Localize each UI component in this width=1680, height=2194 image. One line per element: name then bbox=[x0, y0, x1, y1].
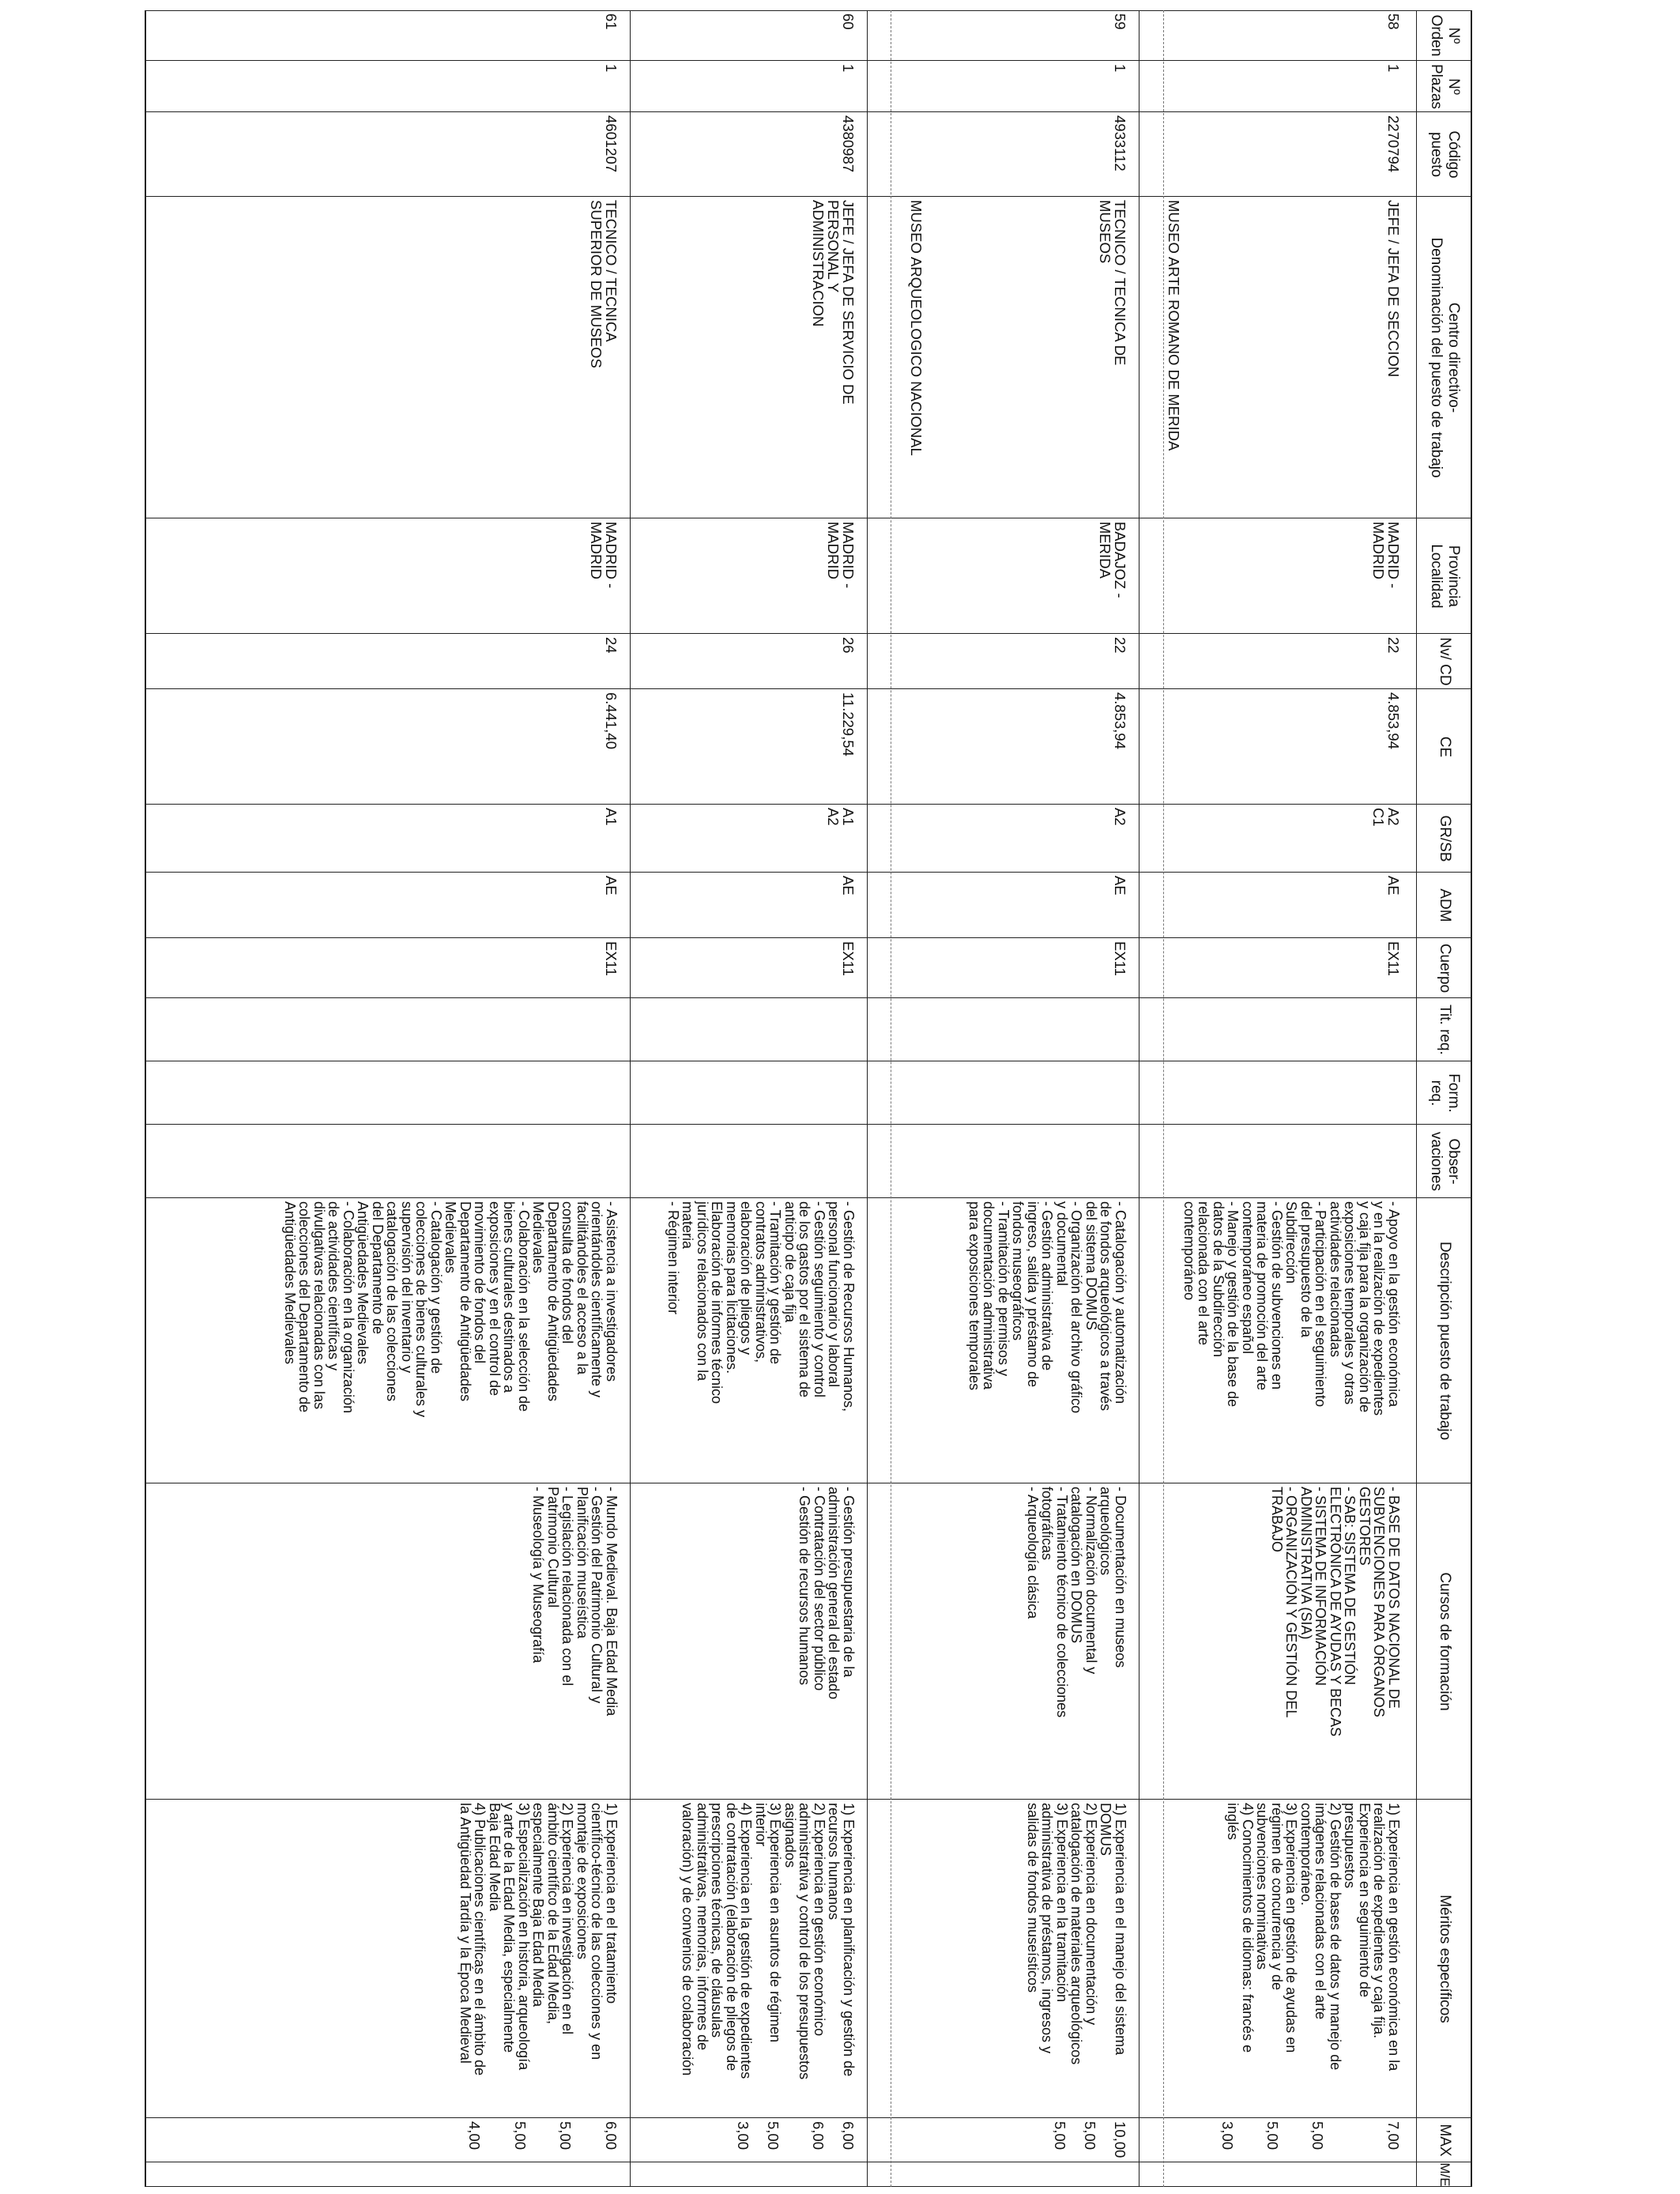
row-provincia: MADRID - MADRID bbox=[825, 522, 857, 589]
row-grupo: A1 bbox=[603, 808, 620, 826]
row-max-4: 4,00 bbox=[466, 2121, 483, 2151]
row-cuerpo: EX11 bbox=[603, 941, 620, 976]
header-orden: Nº Orden bbox=[1428, 14, 1462, 57]
row-codigo: 4933112 bbox=[1112, 115, 1128, 172]
row-cursos: - BASE DE DATOS NACIONAL DE SUBVENCIONES PARA ÓRGANOS GESTORES - SAB: SISTEMA DE GESTIÓN ELECTRÓNICA DE AYUDAS Y BECAS - SISTEMA DE INFORMACIÓN ADMINISTRATIVA (SIA) - ORGANIZACIÓN Y GESTIÓN DEL TRABAJO bbox=[1269, 1487, 1402, 1737]
row-ce: 11.229,54 bbox=[840, 692, 857, 756]
row-max-1: 10,00 bbox=[1112, 2121, 1128, 2158]
header-ce: CE bbox=[1437, 736, 1453, 758]
row-denominacion: JEFE / JEFA DE SERVICIO DE PERSONAL Y ADMINISTRACION bbox=[810, 200, 857, 405]
section-heading: MUSEO ARQUEOLOGICO NACIONAL bbox=[908, 200, 925, 456]
row-provincia: MADRID - MADRID bbox=[1370, 522, 1402, 589]
row-max-1: 6,00 bbox=[603, 2121, 620, 2151]
row-plazas: 1 bbox=[1112, 64, 1128, 73]
row-plazas: 1 bbox=[840, 64, 857, 73]
header-grupo: GR/SB bbox=[1437, 815, 1453, 862]
row-descripcion: - Catalogación y automatización de fondos arqueológicos a través del sistema DOMUS - Organización del archivo gráfico y documental - Gestión administrativa de ingreso, salida y préstamo de fondos museográficos - Tramitación de permisos y documentación administrativa para exposiciones temporales bbox=[966, 1201, 1128, 1414]
header-nivel: Nv/ CD bbox=[1437, 637, 1453, 686]
header-max: MAX bbox=[1437, 2124, 1453, 2157]
col-plazas bbox=[145, 61, 1472, 112]
row-max-2: 6,00 bbox=[810, 2121, 827, 2151]
row-provincia: MADRID - MADRID bbox=[588, 522, 620, 589]
row-plazas: 1 bbox=[603, 64, 620, 73]
row-max-4: 3,00 bbox=[735, 2121, 751, 2151]
row-nivel: 22 bbox=[1385, 637, 1402, 654]
col-me bbox=[145, 2162, 1472, 2187]
row-provincia: BADAJOZ - MERIDA bbox=[1097, 522, 1128, 598]
row-orden: 60 bbox=[840, 13, 857, 30]
row-denominacion: TECNICO / TECNICA DE MUSEOS bbox=[1097, 200, 1128, 366]
row-codigo: 2270794 bbox=[1385, 115, 1402, 173]
row-descripcion: - Asistencia a investigadores orientándoles científicamente y facilitándoles el acceso a la consulta de fondos del Departamento de Antigüedades Medievales - Colaboración en la selección de bienes culturales destinados a exposiciones y en el control de movimiento de fondos del Departamento de Antigüedades Medievales - Catalogación y gestión de colecciones de bienes culturales y supervisión del inventario y catalogación de las colecciones del Departamento de Antigüedades Medievales - Colaboración en la organización de actividades científicas y divulgativas relacionadas con las colecciones del Departamento de Antigüedades Medievales bbox=[282, 1201, 620, 1418]
col-nivel bbox=[145, 634, 1472, 689]
row-max-3: 5,00 bbox=[765, 2121, 782, 2151]
row-divider bbox=[630, 10, 631, 2187]
row-meritos: 1) Experiencia en planificación y gestión de recursos humanos 2) Experiencia en gestión económico administrativa y control de los presupuestos asignados 3) Experiencia en asuntos de régimen interior 4) Experiencia en la gestión de expedientes de contratación (elaboración de pliegos de prescripciones técnicas, de cláusulas administrativas, memorias, informes de valoración) y de convenios de colaboración bbox=[680, 1803, 857, 2080]
row-adm: AE bbox=[603, 876, 620, 895]
row-max-3: 5,00 bbox=[512, 2121, 529, 2151]
row-ce: 6.441,40 bbox=[603, 692, 620, 750]
col-ce bbox=[145, 689, 1472, 805]
col-cuerpo bbox=[145, 938, 1472, 998]
row-adm: AE bbox=[840, 876, 857, 895]
row-descripcion: - Gestión de Recursos Humanos, personal funcionario y laboral - Gestión seguimiento y control de los gastos por el sistema de anticipo de caja fija - Tramitación y gestión de contratos administrativos, elaboración de pliegos y memorias para licitaciones. Elaboración de informes técnico jurídicos relacionados con la materia - Régimen interior bbox=[665, 1201, 857, 1412]
row-nivel: 26 bbox=[840, 637, 857, 654]
row-plazas: 1 bbox=[1385, 64, 1402, 73]
col-adm bbox=[145, 873, 1472, 938]
vacancy-table bbox=[145, 10, 1472, 2187]
row-grupo: A2 C1 bbox=[1370, 808, 1402, 827]
row-adm: AE bbox=[1112, 876, 1128, 895]
row-meritos: 1) Experiencia en el manejo del sistema DOMUS 2) Experiencia en documentación y catalogación de materiales arqueológicos 3) Experiencia en la tramitación administrativa de préstamos, ingresos y salidas de fondos museísticos bbox=[1025, 1803, 1128, 2065]
header-centro: Centro directivo- Denominación del puesto de trabajo bbox=[1428, 237, 1462, 478]
row-max-3: 5,00 bbox=[1052, 2121, 1068, 2151]
header-cursos: Cursos de formación bbox=[1437, 1572, 1453, 1711]
row-orden: 59 bbox=[1112, 13, 1128, 30]
header-descripcion: Descripción puesto de trabajo bbox=[1437, 1241, 1453, 1441]
row-max-4: 3,00 bbox=[1219, 2121, 1236, 2151]
row-nivel: 24 bbox=[603, 637, 620, 654]
row-cuerpo: EX11 bbox=[1385, 941, 1402, 976]
row-denominacion: TECNICO / TECNICA SUPERIOR DE MUSEOS bbox=[588, 200, 620, 368]
col-codigo bbox=[145, 112, 1472, 197]
col-titulacion bbox=[145, 998, 1472, 1061]
row-codigo: 4380987 bbox=[840, 115, 857, 173]
row-denominacion: JEFE / JEFA DE SECCION bbox=[1385, 200, 1402, 378]
col-centro bbox=[145, 197, 1472, 518]
row-max-3: 5,00 bbox=[1264, 2121, 1281, 2151]
header-meritos: Méritos específicos bbox=[1437, 1894, 1453, 2023]
row-max-2: 5,00 bbox=[1309, 2121, 1326, 2151]
col-provincia bbox=[145, 518, 1472, 634]
row-divider bbox=[867, 10, 868, 2187]
row-meritos: 1) Experiencia en gestión económica en la realización de expedientes y caja fija. Experiencia en seguimiento de presupuestos 2) Gestión de bases de datos y manejo de imágenes relacionadas con el arte contemporáneo. 3) Experiencia en gestión de ayudas en régimen de concurrencia y de subvenciones nominativas 4) Conocimientos de idiomas: francés e inglés bbox=[1225, 1803, 1402, 2071]
row-cursos: - Gestión presupuestaria de la administración general del estado - Contratación del sector público - Gestión de recursos humanos bbox=[797, 1487, 857, 1700]
header-observaciones: Obser- vaciones bbox=[1428, 1132, 1462, 1191]
header-plazas: Nº Plazas bbox=[1428, 63, 1462, 110]
col-grupo bbox=[145, 805, 1472, 873]
row-max-2: 5,00 bbox=[557, 2121, 574, 2151]
row-ce: 4.853,94 bbox=[1385, 692, 1402, 750]
row-orden: 58 bbox=[1385, 13, 1402, 30]
header-provincia: Provincia Localidad bbox=[1428, 544, 1462, 609]
row-orden: 61 bbox=[603, 13, 620, 30]
row-grupo: A1 A2 bbox=[825, 808, 857, 826]
col-observaciones bbox=[145, 1125, 1472, 1198]
row-max-2: 5,00 bbox=[1082, 2121, 1098, 2151]
header-formacion: Form. req. bbox=[1428, 1073, 1462, 1113]
row-grupo: A2 bbox=[1112, 808, 1128, 826]
header-me: M/E bbox=[1437, 2162, 1452, 2187]
header-codigo: Código puesto bbox=[1428, 130, 1462, 179]
row-divider bbox=[1163, 10, 1164, 2187]
row-cursos: - Mundo Medieval. Baja Edad Media - Gestión del Patrimonio Cultural y Planificación museística - Legislación relacionada con el Patrimonio Cultural - Museología y Museografía bbox=[530, 1487, 620, 1717]
row-cursos: - Documentación en museos arqueológicos - Normalización documental y catalogación en DOMUS - Tratamiento técnico de colecciones fotográficas - Arqueología clásica bbox=[1025, 1487, 1128, 1718]
header-cuerpo: Cuerpo bbox=[1437, 943, 1453, 993]
row-codigo: 4601207 bbox=[603, 115, 620, 173]
row-meritos: 1) Experiencia en el tratamiento científico-técnico de las colecciones y en montaje de exposiciones 2) Experiencia en investigación en el ámbito científico de la Edad Media, especialmente Baja Edad Media 3) Especialización en historia, arqueología y arte de la Edad Media, especialmente Baja Edad Media 4) Publicaciones científicas en el ámbito de la Antigüedad Tardía y la Época Medieval bbox=[458, 1803, 620, 2076]
row-cuerpo: EX11 bbox=[1112, 941, 1128, 976]
row-max-1: 7,00 bbox=[1385, 2121, 1402, 2151]
row-cuerpo: EX11 bbox=[840, 941, 857, 976]
row-nivel: 22 bbox=[1112, 637, 1128, 654]
header-titulacion: Tit. req. bbox=[1437, 1005, 1453, 1055]
col-orden bbox=[145, 10, 1472, 61]
col-formacion bbox=[145, 1061, 1472, 1125]
row-adm: AE bbox=[1385, 876, 1402, 895]
section-heading: MUSEO ARTE ROMANO DE MERIDA bbox=[1166, 200, 1182, 451]
header-adm: ADM bbox=[1437, 888, 1453, 922]
row-max-1: 6,00 bbox=[840, 2121, 857, 2151]
row-ce: 4.853,94 bbox=[1112, 692, 1128, 750]
row-descripcion: - Apoyo en la gestión económica y en la realización de expedientes y caja fija para la organización de exposiciones temporales y otras actividades relacionadas - Participación en el seguimiento del presupuesto de la Subdirección - Gestión de subvenciones en materia de promoción del arte contemporáneo español - Manejo y gestión de la base de datos de la Subdirección relacionada con el arte contemporáneo bbox=[1181, 1201, 1402, 1416]
